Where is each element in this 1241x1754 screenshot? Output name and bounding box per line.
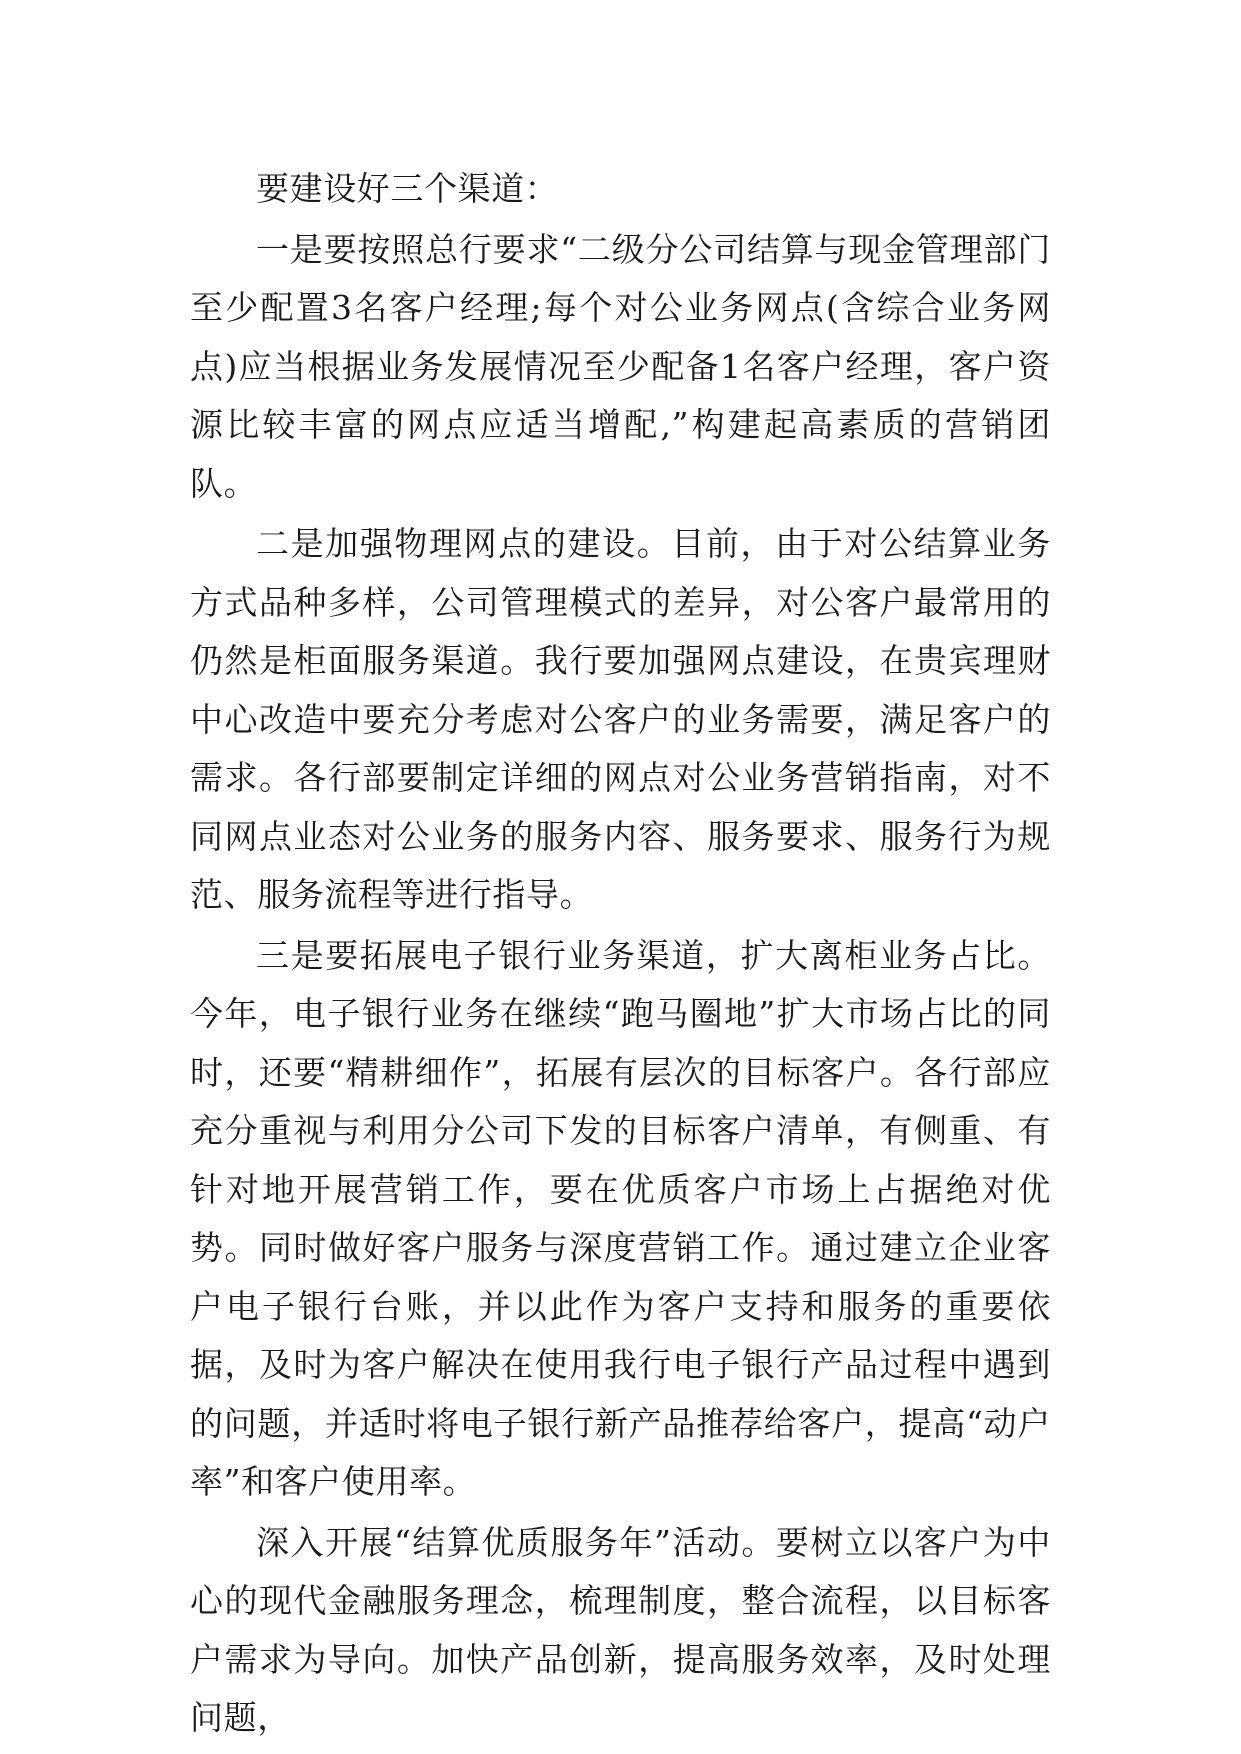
paragraph-service-year: 深入开展“结算优质服务年”活动。要树立以客户为中心的现代金融服务理念，梳理制度，整合流程，以目标客户需求为导向。加快产品创新，提高服务效率，及时处理问题， xyxy=(190,1522,1051,1737)
paragraph-third-channel: 三是要拓展电子银行业务渠道，扩大离柜业务占比。今年，电子银行业务在继续“跑马圈地”扩大市场占比的同时，还要“精耕细作”，拓展有层次的目标客户。各行部应充分重视与利用分公司下发的目标客户清单，有侧重、有针对地开展营销工作，要在优质客户市场上占据绝对优势。同时做好客户服务与深度营销工作。通过建立企业客户电子银行台账，并以此作为客户支持和服务的重要依据，及时为客户解决在使用我行电子银行产品过程中遇到的问题，并适时将电子银行新产品推荐给客户，提高“动户率”和客户使用率。 xyxy=(190,935,1051,1501)
paragraph-channels-intro: 要建设好三个渠道： xyxy=(256,169,559,208)
paragraph-second-channel: 二是加强物理网点的建设。目前，由于对公结算业务方式品种多样，公司管理模式的差异，对公客户最常用的仍然是柜面服务渠道。我行要加强网点建设，在贵宾理财中心改造中要充分考虑对公客户的业务需要，满足客户的需求。各行部要制定详细的网点对公业务营销指南，对不同网点业态对公业务的服务内容、服务要求、服务行为规范、服务流程等进行指导。 xyxy=(190,524,1051,914)
paragraph-first-channel: 一是要按照总行要求“二级分公司结算与现金管理部门至少配置3名客户经理;每个对公业务网点(含综合业务网点)应当根据业务发展情况至少配备1名客户经理，客户资源比较丰富的网点应适当增配,”构建起高素质的营销团队。 xyxy=(190,229,1051,503)
document-body xyxy=(190,160,1051,1750)
